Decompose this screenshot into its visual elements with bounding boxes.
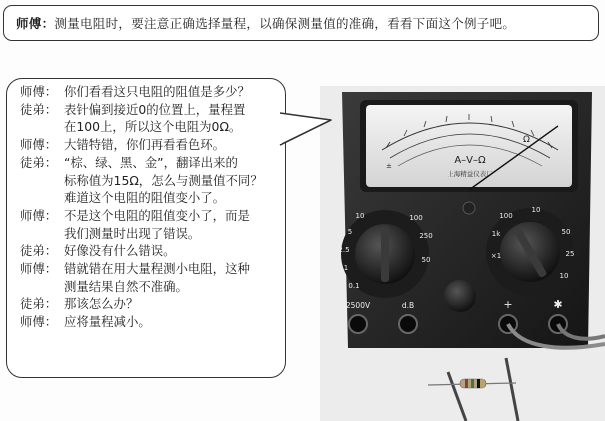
- svg-text:×1: ×1: [490, 252, 502, 260]
- dialog-line: [20, 260, 300, 278]
- speaker-name: 徒弟：: [20, 243, 58, 259]
- speech-text: 难道这个电阻的阻值变小了。: [64, 190, 226, 206]
- speech-text: 在100上，所以这个电阻为0Ω。: [64, 119, 242, 135]
- speech-text: 大错特错，你们再看看色环。: [64, 137, 226, 153]
- speaker-name: 师傅：: [20, 261, 58, 277]
- multimeter-photo: [320, 86, 605, 421]
- dialog: [20, 83, 300, 331]
- dialog-line: [20, 207, 300, 225]
- speech-text: 标称值为15Ω，怎么与测量值不同？: [64, 172, 263, 188]
- speech-text: 表针偏到接近0的位置上，量程置: [64, 101, 246, 117]
- svg-text:50: 50: [561, 228, 571, 236]
- svg-text:100: 100: [499, 212, 513, 220]
- speaker-name: 师傅：: [20, 84, 58, 99]
- svg-text:1k: 1k: [491, 230, 501, 238]
- speaker-name: 师傅：: [20, 207, 58, 223]
- svg-text:100: 100: [409, 214, 423, 222]
- speech-text: 错就错在用大量程测小电阻，这种: [64, 261, 250, 277]
- speech-text: “棕、绿、黑、金”，翻译出来的: [64, 154, 238, 170]
- speech-text: 那该怎么办？: [64, 296, 139, 312]
- dialog-line: [20, 136, 300, 154]
- speaker-name: 徒弟：: [20, 101, 58, 117]
- svg-text:50: 50: [421, 256, 431, 264]
- svg-text:25: 25: [565, 250, 575, 258]
- jack-2500v: [349, 315, 367, 333]
- intro-text: [16, 14, 515, 32]
- svg-text:5: 5: [347, 228, 353, 236]
- svg-text:10: 10: [355, 212, 365, 220]
- svg-text:10: 10: [531, 206, 541, 214]
- speech-text: 应将量程减小。: [64, 314, 151, 330]
- intro-box: [3, 5, 599, 41]
- scale-omega-label: Ω: [523, 135, 530, 145]
- speaker-name: 师傅：: [20, 137, 58, 153]
- jack-db: [399, 315, 417, 333]
- dialog-line: [20, 295, 300, 313]
- speech-text: 我们测量时出现了错误。: [64, 225, 201, 241]
- jack-db-label: d.B: [401, 301, 415, 310]
- speech-text: 不是这个电阻的阻值变小了，而是: [64, 207, 250, 223]
- svg-text:1: 1: [343, 264, 349, 272]
- maker-label: 上海精益仪表厂: [447, 170, 493, 178]
- intro-speaker: 师傅：: [16, 16, 55, 31]
- dialog-line: [20, 313, 300, 331]
- speech-text: 你们看看这只电阻的阻值是多少？: [64, 84, 250, 99]
- jack-2500v-label: 2500V: [345, 301, 371, 310]
- svg-text:250: 250: [419, 232, 433, 240]
- dialog-line: [20, 242, 300, 260]
- svg-text:0.1: 0.1: [348, 282, 360, 290]
- speaker-name: 徒弟：: [20, 154, 58, 170]
- speech-text: 测量结果自然不准确。: [64, 278, 188, 294]
- dialog-line: [20, 154, 300, 172]
- jack-star-label: ✱: [553, 298, 563, 311]
- dialog-line: [20, 83, 300, 101]
- dial-label: A–V–Ω: [454, 155, 486, 166]
- speaker-name: 徒弟：: [20, 296, 58, 312]
- svg-text:2.5: 2.5: [338, 246, 350, 254]
- intro-sentence: 测量电阻时，要注意正确选择量程，以确保测量值的准确，看看下面这个例子吧。: [54, 16, 516, 31]
- speaker-name: 师傅：: [20, 314, 58, 330]
- speech-text: 好像没有什么错误。: [64, 243, 176, 259]
- svg-text:10: 10: [559, 272, 569, 280]
- scale-sign-label: ±: [386, 162, 392, 170]
- jack-plus-label: +: [503, 298, 513, 311]
- dialog-line: [20, 101, 300, 119]
- multimeter-illustration: [320, 86, 605, 421]
